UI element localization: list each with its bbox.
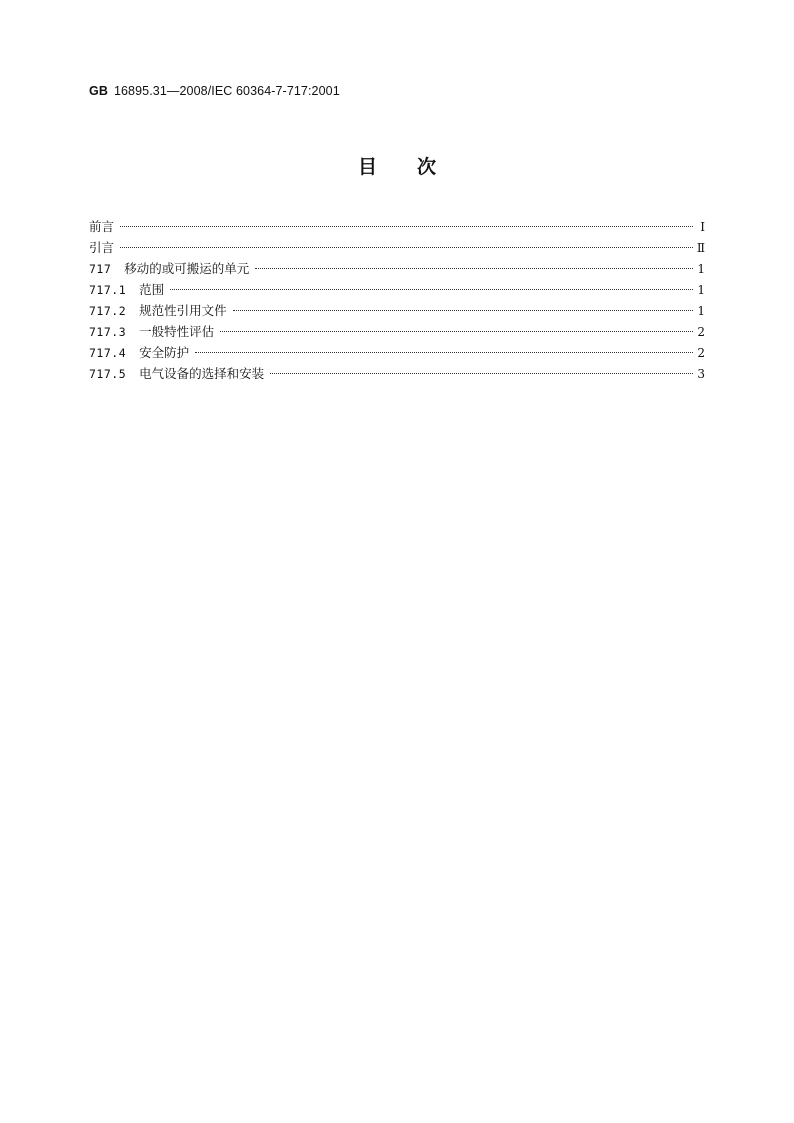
toc-entry-number: 717.2 xyxy=(89,304,127,318)
toc-entry-page: Ⅱ xyxy=(696,241,705,255)
toc-entry[interactable] xyxy=(89,237,705,258)
toc-entry-text: 引言 xyxy=(89,240,115,255)
page-title: 目次 xyxy=(357,156,476,178)
toc-entry-page: 1 xyxy=(697,283,705,297)
toc-entry-text: 规范性引用文件 xyxy=(139,303,227,318)
toc-dot-leader xyxy=(255,268,693,269)
toc-dot-leader xyxy=(233,310,693,311)
toc-dot-leader xyxy=(270,373,693,374)
toc-entry-page: 2 xyxy=(697,325,705,339)
toc-entry-text: 安全防护 xyxy=(139,345,190,360)
toc-entry[interactable] xyxy=(89,321,705,342)
toc-entry-page: 2 xyxy=(697,346,705,360)
toc-entry-page: Ⅰ xyxy=(700,220,705,234)
toc-entry-text: 电气设备的选择和安装 xyxy=(139,366,265,381)
toc-dot-leader xyxy=(170,289,693,290)
toc-entry[interactable] xyxy=(89,216,705,237)
toc-entry[interactable] xyxy=(89,363,705,384)
toc-entry-text: 一般特性评估 xyxy=(139,324,215,339)
toc-entry-page: 3 xyxy=(697,367,705,381)
toc-entry-number: 717 xyxy=(89,262,112,276)
toc-entry-page: 1 xyxy=(697,304,705,318)
toc-entry-text: 移动的或可搬运的单元 xyxy=(124,261,250,276)
toc-entry-text: 前言 xyxy=(89,219,115,234)
toc-entry-text: 范围 xyxy=(139,282,165,297)
toc-entry-number: 717.3 xyxy=(89,325,127,339)
toc-dot-leader xyxy=(220,331,693,332)
toc-dot-leader xyxy=(120,226,693,227)
toc-entry[interactable] xyxy=(89,258,705,279)
standard-code: 16895.31—2008/IEC 60364-7-717:2001 xyxy=(113,84,340,98)
toc-entry-number: 717.1 xyxy=(89,283,127,297)
toc-dot-leader xyxy=(195,352,693,353)
standard-prefix: GB xyxy=(89,84,108,98)
toc-entry[interactable] xyxy=(89,300,705,321)
toc-entry-number: 717.4 xyxy=(89,346,127,360)
toc-entry-number: 717.5 xyxy=(89,367,127,381)
toc-entry[interactable] xyxy=(89,279,705,300)
toc-dot-leader xyxy=(120,247,693,248)
toc-entry-page: 1 xyxy=(697,262,705,276)
toc-entry[interactable] xyxy=(89,342,705,363)
table-of-contents xyxy=(89,216,705,384)
standard-header xyxy=(89,84,340,98)
